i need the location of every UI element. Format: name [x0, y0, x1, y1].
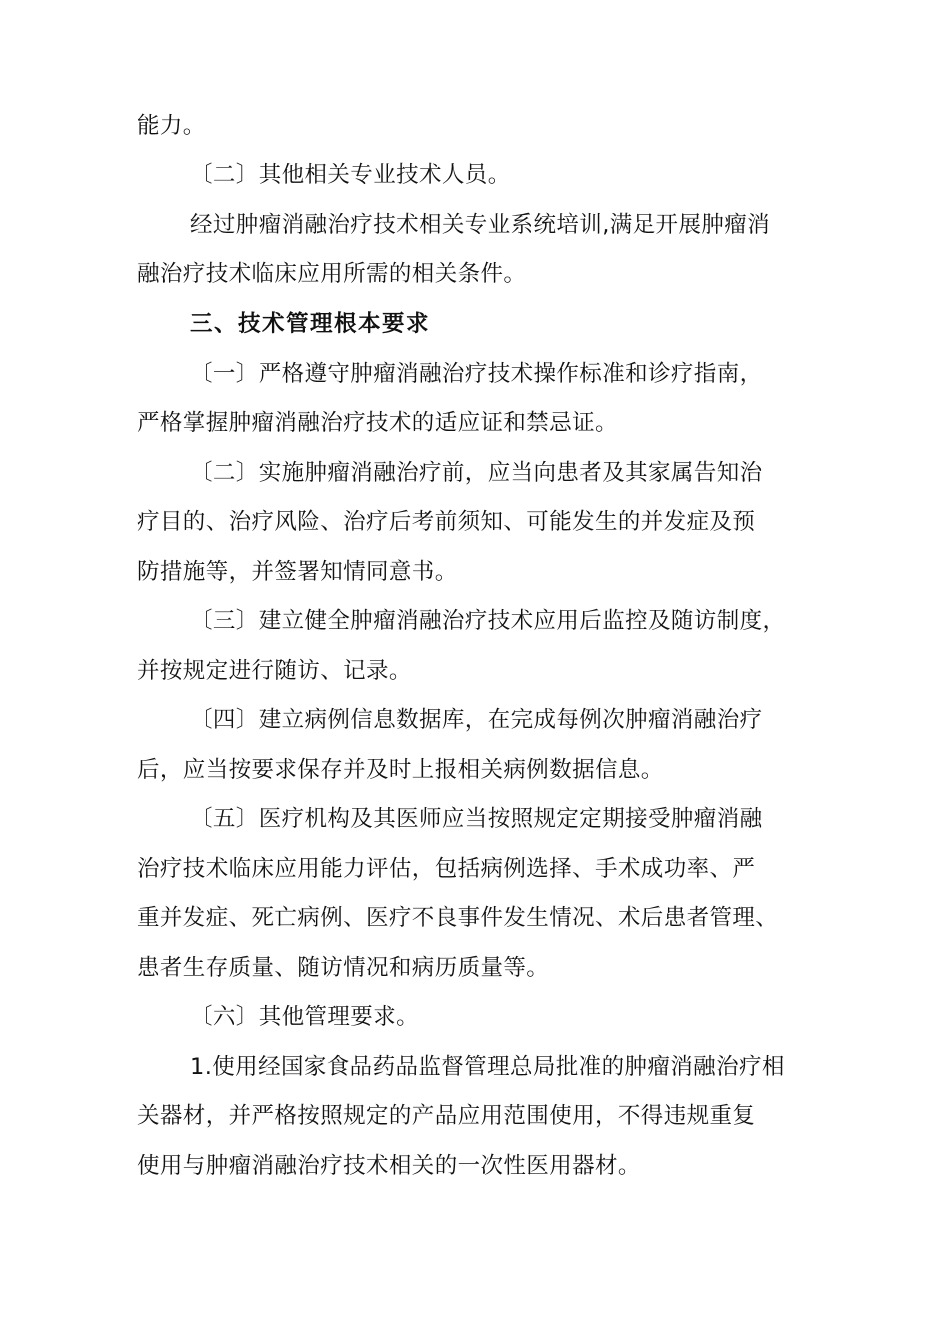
paragraph-line: 经过肿瘤消融治疗技术相关专业系统培训,满足开展肿瘤消 — [190, 212, 771, 238]
subsection-heading: 〔二〕其他相关专业技术人员。 — [190, 162, 511, 188]
paragraph-line: 防措施等，并签署知情同意书。 — [137, 559, 458, 585]
paragraph-line: 〔五〕医疗机构及其医师应当按照规定定期接受肿瘤消融 — [190, 806, 763, 832]
section-heading: 三、技术管理根本要求 — [190, 311, 431, 337]
paragraph-line: 患者生存质量、随访情况和病历质量等。 — [137, 955, 550, 981]
paragraph-line: 关器材，并严格按照规定的产品应用范围使用，不得违规重复 — [137, 1103, 756, 1129]
paragraph-line: 〔三〕建立健全肿瘤消融治疗技术应用后监控及随访制度， — [190, 608, 786, 634]
paragraph-line: 治疗技术临床应用能力评估，包括病例选择、手术成功率、严 — [137, 856, 756, 882]
paragraph-line: 〔四〕建立病例信息数据库，在完成每例次肿瘤消融治疗 — [190, 707, 763, 733]
paragraph-line: 并按规定进行随访、记录。 — [137, 658, 412, 684]
paragraph-line: 使用与肿瘤消融治疗技术相关的一次性医用器材。 — [137, 1153, 641, 1179]
paragraph-line: 疗目的、治疗风险、治疗后考前须知、可能发生的并发症及预 — [137, 509, 756, 535]
paragraph-line: 融治疗技术临床应用所需的相关条件。 — [137, 261, 527, 287]
paragraph-line: 〔一〕严格遵守肿瘤消融治疗技术操作标准和诊疗指南， — [190, 361, 763, 387]
paragraph-line: 能力。 — [137, 113, 206, 139]
paragraph-line: 1.使用经国家食品药品监督管理总局批准的肿瘤消融治疗相 — [190, 1054, 785, 1080]
paragraph-line: 〔二〕实施肿瘤消融治疗前，应当向患者及其家属告知治 — [190, 460, 763, 486]
paragraph-line: 重并发症、死亡病例、医疗不良事件发生情况、术后患者管理、 — [137, 905, 779, 931]
subsection-heading: 〔六〕其他管理要求。 — [190, 1004, 420, 1030]
paragraph-line: 严格掌握肿瘤消融治疗技术的适应证和禁忌证。 — [137, 410, 618, 436]
paragraph-line: 后，应当按要求保存并及时上报相关病例数据信息。 — [137, 757, 664, 783]
